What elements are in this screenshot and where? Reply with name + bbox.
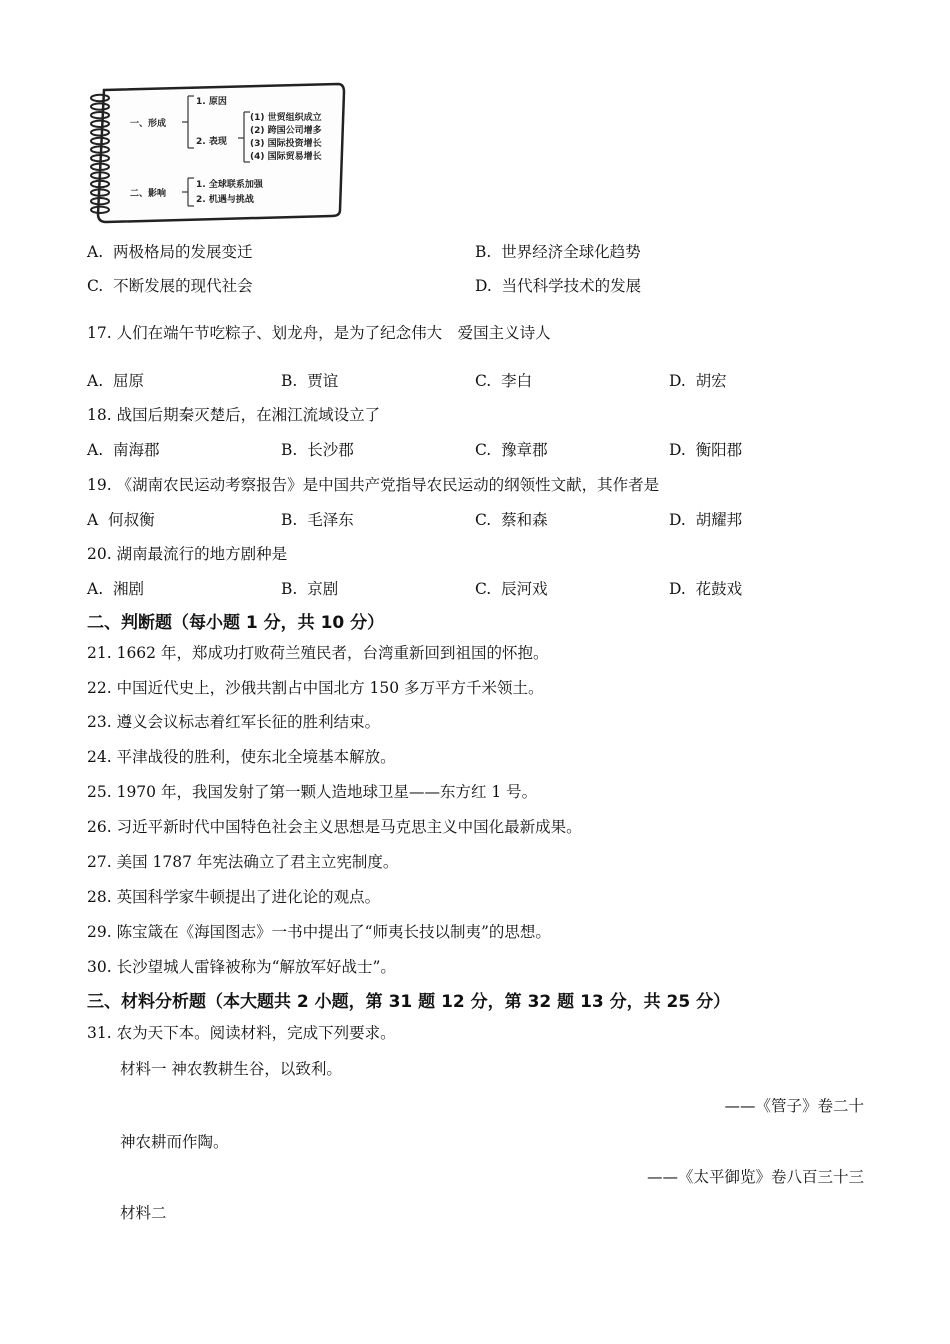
q17-option-d: D. 胡宏 — [669, 372, 727, 390]
material-1b-text: 神农耕而作陶。 — [120, 1133, 229, 1151]
q20-option-d: D. 花鼓戏 — [669, 580, 743, 598]
q17-option-b: B. 贾谊 — [281, 372, 339, 390]
judge-item: 26. 习近平新时代中国特色社会主义思想是马克思主义中国化最新成果。 — [87, 818, 582, 836]
judge-item: 30. 长沙望城人雷锋被称为“解放军好战士”。 — [87, 958, 396, 976]
q19-option-a: A 何叔衡 — [87, 511, 155, 529]
nb-manifest: 2. 表现 — [196, 137, 227, 147]
judge-item: 29. 陈宝箴在《海国图志》一书中提出了“师夷长技以制夷”的思想。 — [87, 923, 551, 941]
notebook-diagram — [86, 82, 348, 226]
q31-stem: 31. 农为天下本。阅读材料，完成下列要求。 — [87, 1024, 396, 1042]
q18-option-d: D. 衡阳郡 — [669, 441, 743, 459]
material-1b-source: ——《太平御览》卷八百三十三 — [646, 1168, 864, 1186]
judge-item: 27. 美国 1787 年宪法确立了君主立宪制度。 — [87, 853, 399, 871]
q18-option-c: C. 豫章郡 — [475, 441, 548, 459]
nb-manifest-item: (1) 世贸组织成立 — [250, 113, 322, 123]
q19-option-d: D. 胡耀邦 — [669, 511, 743, 529]
q17-stem: 17. 人们在端午节吃粽子、划龙舟，是为了纪念伟大 爱国主义诗人 — [87, 324, 551, 342]
q17-option-a: A. 屈原 — [87, 372, 144, 390]
q16-option-a: A. 两极格局的发展变迁 — [87, 243, 253, 261]
material-1-source: ——《管子》卷二十 — [724, 1097, 864, 1115]
judge-item: 22. 中国近代史上，沙俄共割占中国北方 150 多万平方千米领土。 — [87, 679, 544, 697]
q20-stem: 20. 湖南最流行的地方剧种是 — [87, 545, 288, 563]
q18-option-a: A. 南海郡 — [87, 441, 160, 459]
q18-option-b: B. 长沙郡 — [281, 441, 354, 459]
nb-impact-item: 1. 全球联系加强 — [196, 180, 263, 190]
judge-item: 21. 1662 年，郑成功打败荷兰殖民者，台湾重新回到祖国的怀抱。 — [87, 644, 549, 662]
q16-option-b: B. 世界经济全球化趋势 — [475, 243, 641, 261]
q19-option-b: B. 毛泽东 — [281, 511, 354, 529]
q16-option-d: D. 当代科学技术的发展 — [475, 277, 642, 295]
nb-impact-item: 2. 机遇与挑战 — [196, 195, 254, 205]
q19-stem: 19. 《湖南农民运动考察报告》是中国共产党指导农民运动的纲领性文献，其作者是 — [87, 476, 660, 494]
q18-stem: 18. 战国后期秦灭楚后，在湘江流域设立了 — [87, 406, 381, 424]
section-2-title: 二、判断题（每小题 1 分，共 10 分） — [87, 613, 385, 633]
notebook-drawing — [86, 82, 348, 226]
judge-item: 24. 平津战役的胜利，使东北全境基本解放。 — [87, 748, 396, 766]
judge-item: 23. 遵义会议标志着红军长征的胜利结束。 — [87, 713, 381, 731]
nb-manifest-item: (4) 国际贸易增长 — [250, 152, 322, 162]
section-3-title: 三、材料分析题（本大题共 2 小题，第 31 题 12 分，第 32 题 13 分，共 25 分） — [87, 992, 731, 1012]
material-1-text: 材料一 神农教耕生谷，以致利。 — [120, 1060, 342, 1078]
q17-option-c: C. 李白 — [475, 372, 533, 390]
material-2-label: 材料二 — [120, 1204, 167, 1222]
nb-manifest-item: (3) 国际投资增长 — [250, 139, 322, 149]
nb-manifest-item: (2) 跨国公司增多 — [250, 126, 322, 136]
judge-item: 28. 英国科学家牛顿提出了进化论的观点。 — [87, 888, 381, 906]
nb-cause: 1. 原因 — [196, 97, 227, 107]
q19-option-c: C. 蔡和森 — [475, 511, 548, 529]
judge-item: 25. 1970 年，我国发射了第一颗人造地球卫星——东方红 1 号。 — [87, 783, 538, 801]
nb-formation: 一、形成 — [130, 119, 167, 129]
q20-option-c: C. 辰河戏 — [475, 580, 548, 598]
q20-option-b: B. 京剧 — [281, 580, 339, 598]
q16-option-c: C. 不断发展的现代社会 — [87, 277, 253, 295]
q20-option-a: A. 湘剧 — [87, 580, 144, 598]
nb-impact: 二、影响 — [130, 189, 167, 199]
